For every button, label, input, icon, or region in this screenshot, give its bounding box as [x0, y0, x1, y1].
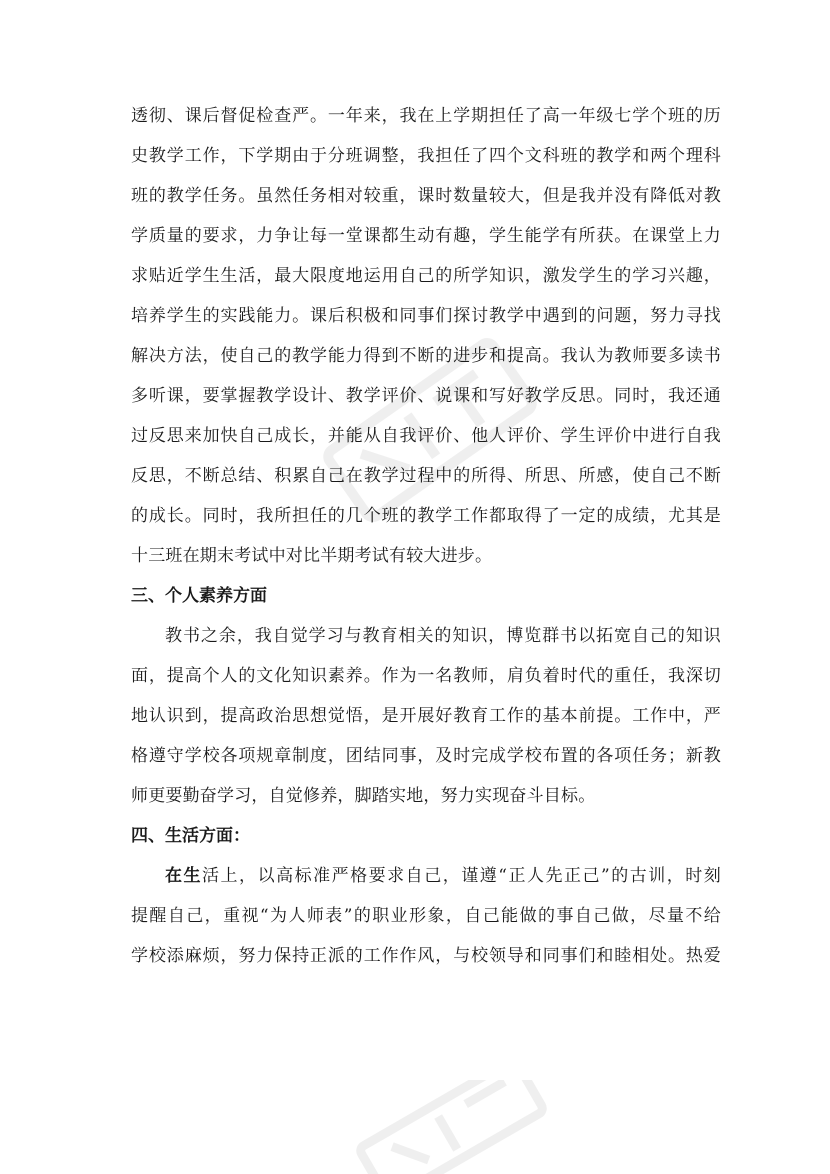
text-line: 反思，不断总结、积累自己在教学过程中的所得、所思、所感，使自己不断 — [131, 466, 721, 486]
text-line: 学校添麻烦，努力保持正派的工作作风，与校领导和同事们和睦相处。热爱 — [131, 946, 721, 966]
text-line-rest: 活上，以高标准严格要求自己，谨遵“正人先正己”的古训，时刻 — [202, 866, 721, 886]
paragraph-life — [131, 856, 721, 976]
text-line: 师更要勤奋学习，自觉修养，脚踏实地，努力实现奋斗目标。 — [131, 786, 596, 806]
text-line: 培养学生的实践能力。课后积极和同事们探讨教学中遇到的问题，努力寻找 — [131, 306, 721, 326]
text-line: 面，提高个人的文化知识素养。作为一名教师，肩负着时代的重任，我深切 — [131, 666, 721, 686]
paragraph-personal-quality — [131, 616, 721, 816]
text-line — [131, 856, 721, 896]
text-line: 学质量的要求，力争让每一堂课都生动有趣，学生能学有所获。在课堂上力 — [131, 226, 721, 246]
document-body — [131, 96, 721, 976]
text-line: 多听课，要掌握教学设计、教学评价、说课和写好教学反思。同时，我还通 — [131, 386, 721, 406]
text-line: 十三班在期末考试中对比半期考试有较大进步。 — [131, 546, 493, 566]
watermark-stamp-icon — [330, 1080, 570, 1174]
text-line: 班的教学任务。虽然任务相对较重，课时数量较大，但是我并没有降低对教 — [131, 186, 721, 206]
paragraph-teaching-work — [131, 96, 721, 576]
text-line: 格遵守学校各项规章制度，团结同事，及时完成学校布置的各项任务；新教 — [131, 746, 721, 766]
text-line: 史教学工作，下学期由于分班调整，我担任了四个文科班的教学和两个理科 — [131, 146, 721, 166]
text-line: 过反思来加快自己成长，并能从自我评价、他人评价、学生评价中进行自我 — [131, 426, 721, 446]
section-heading-life: 四、生活方面： — [131, 826, 250, 846]
text-line: 地认识到，提高政治思想觉悟，是开展好教育工作的基本前提。工作中，严 — [131, 706, 721, 726]
text-line: 的成长。同时，我所担任的几个班的教学工作都取得了一定的成绩，尤其是 — [131, 506, 721, 526]
section-heading-personal-quality: 三、个人素养方面 — [131, 586, 267, 606]
text-line: 提醒自己，重视“为人师表”的职业形象，自己能做的事自己做，尽量不给 — [131, 906, 721, 926]
text-line: 求贴近学生生活，最大限度地运用自己的所学知识，激发学生的学习兴趣， — [131, 266, 721, 286]
text-line: 解决方法，使自己的教学能力得到不断的进步和提高。我认为教师要多读书 — [131, 346, 721, 366]
bold-lead-text: 在生 — [165, 866, 203, 886]
text-line: 教书之余，我自觉学习与教育相关的知识，博览群书以拓宽自己的知识 — [165, 626, 721, 646]
text-line: 透彻、课后督促检查严。一年来，我在上学期担任了高一年级七学个班的历 — [131, 106, 721, 126]
